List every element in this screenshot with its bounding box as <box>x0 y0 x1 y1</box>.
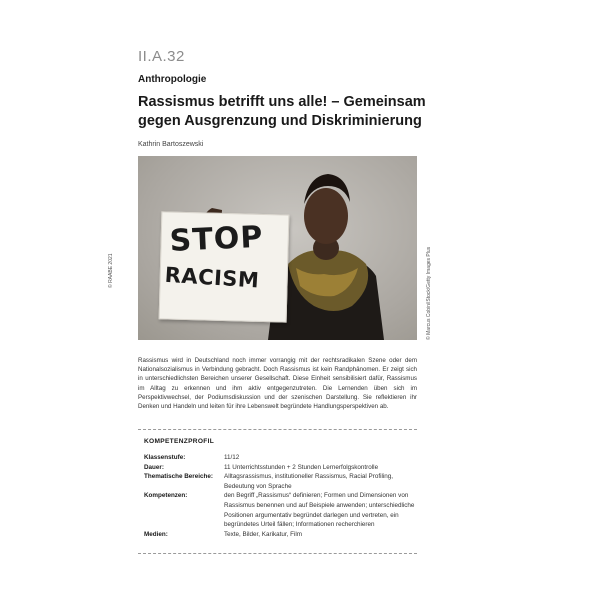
profile-row-label: Medien: <box>144 530 168 538</box>
profile-row-value: Alltagsrassismus, institutioneller Rassismus, Racial Profiling, Bedeutung von Sprache <box>224 473 394 490</box>
author-name: Kathrin Bartoszewski <box>138 141 204 148</box>
profile-row-label: Klassenstufe: <box>144 454 186 461</box>
profile-row-value: Texte, Bilder, Karikatur, Film <box>224 530 303 538</box>
unit-code: II.A.32 <box>138 48 185 65</box>
profile-row <box>144 491 416 529</box>
category-label: Anthropologie <box>138 74 207 85</box>
stop-racism-sign <box>159 211 290 322</box>
profile-row-value: 11/12 <box>224 454 240 461</box>
profile-row-value: 11 Unterrichtsstunden + 2 Stunden Lernerfolgskontrolle <box>224 463 379 471</box>
person-face <box>304 188 348 244</box>
competence-profile <box>144 453 416 539</box>
profile-row-value: den Begriff „Rassismus“ definieren; Formen und Dimensionen von Rassismus benennen und auf Beispiele anwenden; unterschiedliche Positionen argumentativ begründet darlegen und vertreten, ein begründetes Urteil fällen; Informationen recherchieren <box>224 492 415 529</box>
profile-row-label: Thematische Bereiche: <box>144 473 213 481</box>
profile-row <box>144 530 416 540</box>
profile-row-label: Dauer: <box>144 463 164 471</box>
page-title: Rassismus betrifft uns alle! – Gemeinsam gegen Ausgrenzung und Diskriminierung <box>138 94 426 129</box>
profile-bottom-divider <box>138 553 417 554</box>
profile-row-label: Kompetenzen: <box>144 492 188 500</box>
sign-text-stop: STOP <box>169 219 265 259</box>
sign-text-racism: RACISM <box>164 262 261 293</box>
profile-row <box>144 453 416 463</box>
profile-top-divider <box>138 429 417 430</box>
cover-photo <box>138 156 417 340</box>
profile-row <box>144 472 416 491</box>
profile-heading: KOMPETENZPROFIL <box>144 438 215 445</box>
intro-paragraph: Rassismus wird in Deutschland noch immer vorrangig mit der rechtsradikalen Szene oder dem Nationalsozialismus in Verbindung gebracht. Doch Rassismus ist kein Randphänomen. Er zeigt sich in unterschiedlichsten Bereichen unserer Gesellschaft. Diese Einheit sensibilisiert dafür, Rassismus im Alltag zu erkennen und ihm aktiv entgegenzutreten. Die Lernenden üben sich im Perspektivwechsel, der Podiumsdiskussion und der szenischen Darstellung. Sie reflektieren ihr Denken und Handeln und leiten für ihre Lebenswelt begründete Handlungsperspektiven ab. <box>138 357 417 411</box>
copyright-notice <box>108 248 116 288</box>
copyright-text: © RAABE 2021 <box>108 253 114 288</box>
photo-credit-text: © Marcus Cobin/iStock/Getty Images Plus <box>426 246 432 340</box>
photo-credit <box>426 160 434 340</box>
profile-row <box>144 463 416 473</box>
intro-text <box>138 356 417 411</box>
